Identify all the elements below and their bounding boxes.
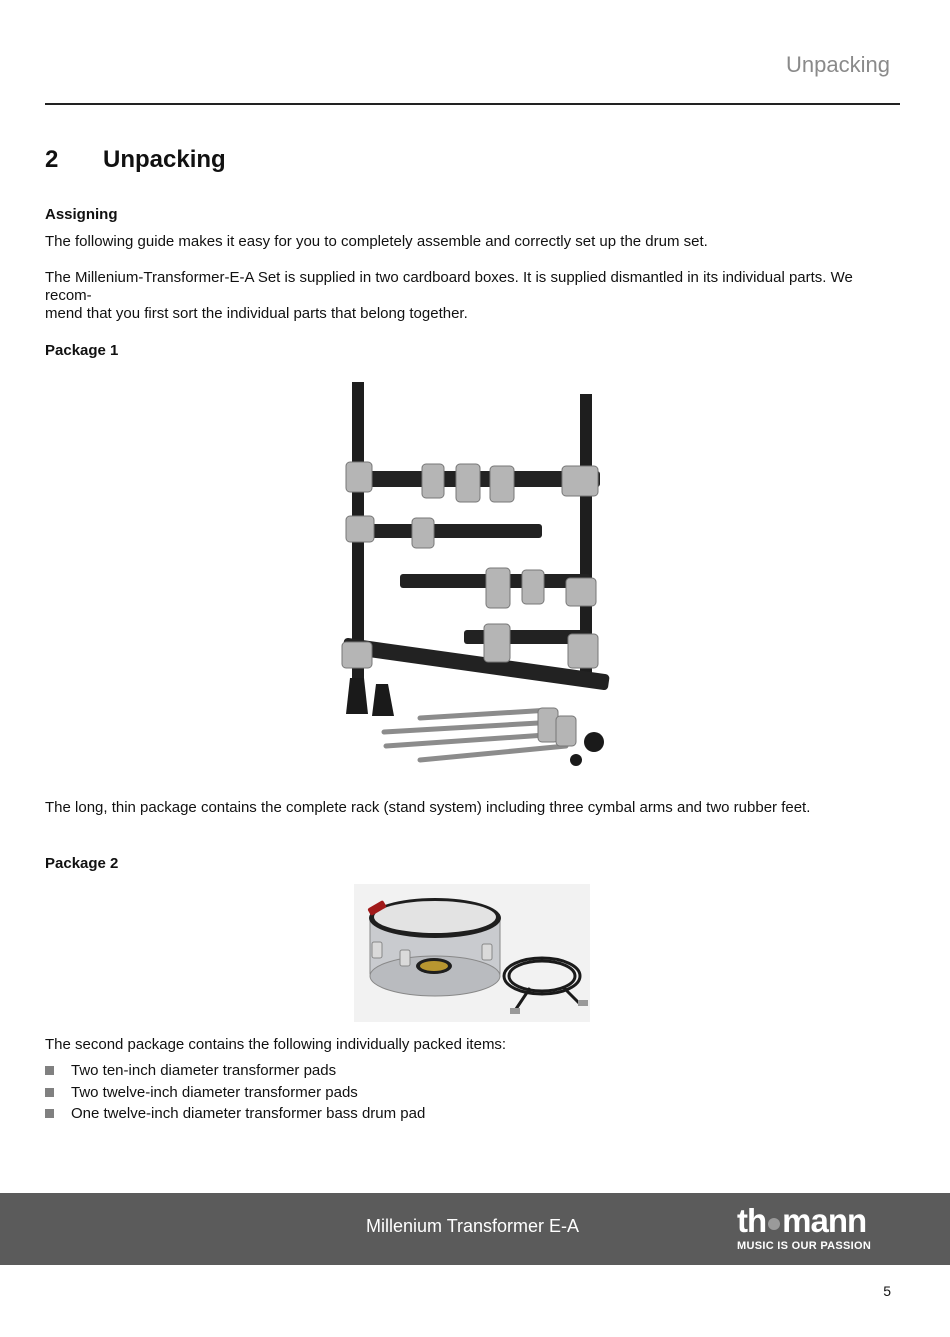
list-item [45,1084,425,1106]
bullet-square-icon [45,1088,54,1097]
logo-tagline: MUSIC IS OUR PASSION [737,1240,872,1252]
assigning-paragraph-2-line-2: mend that you first sort the individual parts that belong together. [45,305,468,322]
bullet-square-icon [45,1066,54,1075]
package-1-heading: Package 1 [45,342,119,359]
list-item-text: Two twelve-inch diameter transformer pads [71,1083,358,1101]
package-1-caption: The long, thin package contains the complete rack (stand system) including three cymbal arms and two rubber feet. [45,799,811,816]
page-number: 5 [883,1283,891,1299]
chapter-number: 2 [45,146,59,173]
list-item [45,1062,425,1084]
list-item [45,1105,425,1127]
assigning-paragraph-1: The following guide makes it easy for you to completely assemble and correctly set up the drum set. [45,233,708,250]
chapter-heading [45,146,226,174]
logo-dot-icon [768,1218,780,1230]
logo-wordmark: th mann [737,1202,867,1239]
header-divider [45,103,900,105]
rack-system-photo [330,378,620,773]
assigning-heading: Assigning [45,206,118,223]
thomann-logo [737,1204,871,1252]
drum-pad-photo [354,884,590,1022]
bullet-square-icon [45,1109,54,1118]
assigning-paragraph-2 [45,269,900,323]
chapter-title: Unpacking [103,146,226,173]
package-2-intro: The second package contains the following individually packed items: [45,1036,507,1053]
assigning-paragraph-2-line-1: The Millenium-Transformer-E-A Set is supplied in two cardboard boxes. It is supplied dismantled in its individual parts. We recom- [45,269,853,304]
footer-product-name: Millenium Transformer E-A [366,1216,580,1236]
list-item-text: Two ten-inch diameter transformer pads [71,1062,337,1079]
list-item-text: One twelve-inch diameter transformer bass drum pad [71,1105,426,1122]
running-header: Unpacking [786,52,890,77]
package-2-heading: Package 2 [45,855,119,872]
package-2-item-list [45,1062,425,1127]
